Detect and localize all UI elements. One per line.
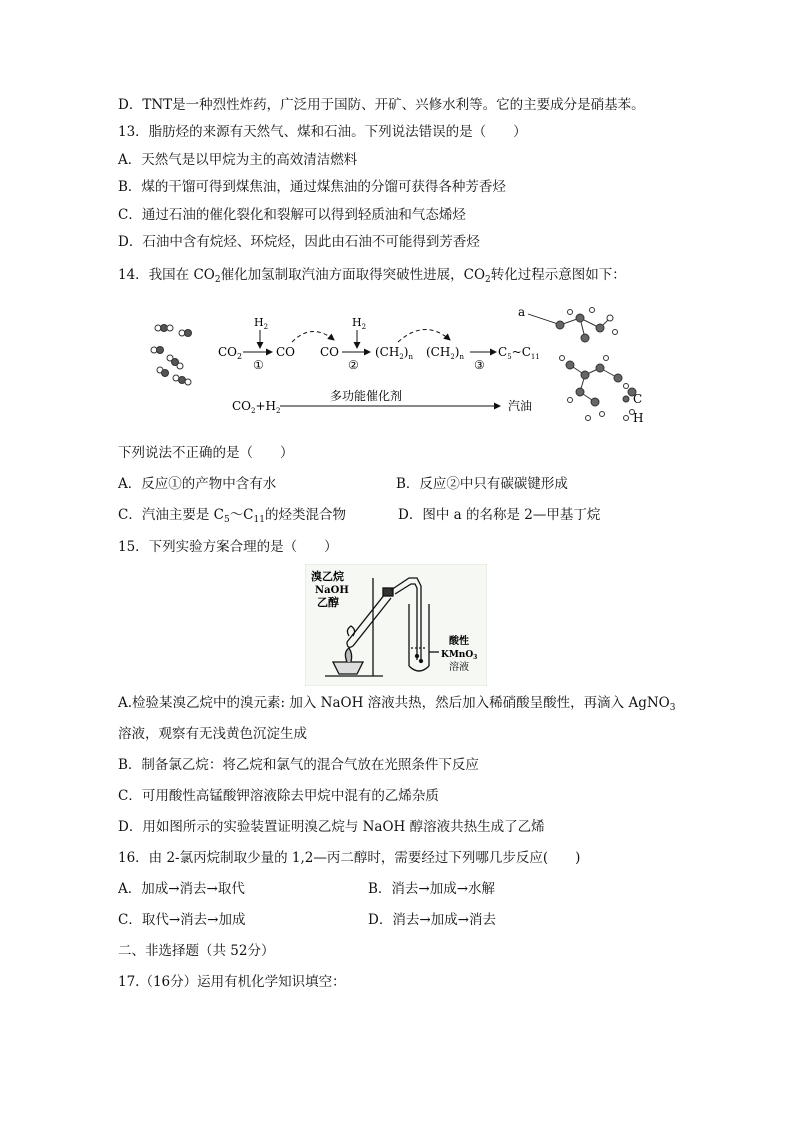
q16-stem: 16．由 2-氯丙烷制取少量的 1,2—丙二醇时，需要经过下列哪几步反应( ) [118, 850, 581, 866]
q16-option-c: C．取代→消去→加成 [118, 912, 246, 928]
label-ethanol: 乙醇 [317, 596, 339, 609]
q14-question: 下列说法不正确的是（ ） [118, 445, 294, 461]
co2-label: $CO_2$ [218, 345, 243, 361]
q17-stem: 17.（16分）运用有机化学知识填空： [118, 974, 346, 990]
label-acidic: 酸性 [449, 636, 469, 647]
co-label-2: CO [320, 345, 340, 359]
co-label-1: CO [276, 345, 296, 359]
carbon-legend-icon [623, 396, 629, 402]
q15-option-b: B．制备氯乙烷：将乙烷和氯气的混合气放在光照条件下反应 [118, 757, 479, 773]
label-naoh: NaOH [315, 585, 349, 596]
subscript-3: 3 [669, 703, 676, 713]
q14c-part1: C．汽油主要是 C [118, 507, 224, 523]
step-2-label: ② [348, 358, 359, 372]
q13-option-a: A．天然气是以甲烷为主的高效清洁燃料 [118, 152, 358, 168]
ch2n-label-1: $(CH_2)_n$ [375, 345, 413, 361]
q15-stem: 15．下列实验方案合理的是（ ） [118, 539, 338, 555]
q13-stem: 13．脂肪烃的来源有天然气、煤和石油。下列说法错误的是（ ） [118, 124, 527, 140]
catalyst-label: 多功能催化剂 [330, 389, 403, 403]
q13-option-c: C．通过石油的催化裂化和裂解可以得到轻质油和气态烯烃 [118, 207, 466, 223]
q15a-text: A.检验某溴乙烷中的溴元素: 加入 NaOH 溶液共热，然后加入稀硝酸呈酸性，再滴入 AgNO [118, 695, 670, 711]
q12-option-d: D．TNT是一种烈性炸药，广泛用于国防、开矿、兴修水利等。它的主要成分是硝基苯。 [118, 97, 645, 113]
label-bromoethane: 溴乙烷 [311, 570, 344, 583]
subscript-11: 11 [253, 515, 265, 525]
q16-option-b: B．消去→加成→水解 [368, 881, 496, 897]
q14-option-d: D．图中 a 的名称是 2—甲基丁烷 [398, 507, 601, 523]
step-1-label: ① [253, 358, 264, 372]
q15-option-d: D．用如图所示的实验装置证明溴乙烷与 NaOH 醇溶液共热生成了乙烯 [118, 819, 545, 835]
hydrocarbon-model-icon [556, 308, 636, 421]
step-3-label: ③ [474, 358, 485, 372]
q14-option-c [118, 506, 346, 524]
q15-option-a-line2: 溶液，观察有无浅黄色沉淀生成 [118, 726, 307, 742]
subscript-5: 5 [223, 515, 230, 525]
co2-conversion-diagram [140, 300, 660, 430]
label-solution: 溶液 [449, 662, 469, 673]
section-2-heading: 二、非选择题（共 52分） [118, 943, 275, 959]
subscript-2: 2 [485, 275, 491, 285]
ch2n-label-2: $(CH_2)_n$ [426, 345, 464, 361]
h2-label-1: $H_2$ [254, 316, 269, 331]
q16-option-d: D．消去→加成→消去 [368, 912, 496, 928]
lab-apparatus-figure [305, 564, 487, 686]
label-a: a [518, 305, 526, 319]
legend-c: C [633, 392, 643, 406]
q14c-part2: ～C [229, 507, 254, 523]
q13-option-b: B．煤的干馏可得到煤焦油，通过煤焦油的分馏可获得各种芳香烃 [118, 179, 506, 195]
label-kmno4: KMnO$_3$ [441, 650, 478, 661]
co2-h2-label: $CO_2+H_2$ [232, 399, 281, 415]
subscript-2: 2 [214, 275, 221, 285]
q14c-part3: 的烃类混合物 [264, 507, 346, 523]
q15-option-a-line1 [118, 694, 675, 712]
q13-option-d: D．石油中含有烷烃、环烷烃，因此由石油不可能得到芳香烃 [118, 234, 480, 250]
q14-stem [118, 266, 626, 284]
h2-label-2: $H_2$ [352, 316, 367, 331]
hydrogen-legend-icon [624, 416, 629, 421]
co2-molecules-icon [151, 325, 192, 386]
legend-h: H [633, 411, 644, 425]
q14-stem-part3: 转化过程示意图如下： [490, 267, 626, 283]
q14-stem-part1: 14．我国在 CO [118, 267, 215, 283]
q15-option-c: C．可用酸性高锰酸钾溶液除去甲烷中混有的乙烯杂质 [118, 788, 439, 804]
q14-option-a: A．反应①的产物中含有水 [118, 476, 277, 492]
q16-option-a: A．加成→消去→取代 [118, 881, 245, 897]
q14-stem-part2: 催化加氢制取汽油方面取得突破性进展，CO [220, 267, 486, 283]
gasoline-label: 汽油 [508, 399, 533, 413]
q14-option-b: B．反应②中只有碳碳键形成 [396, 476, 568, 492]
c5-c11-label: $C_5\sim C_{11}$ [498, 345, 540, 361]
